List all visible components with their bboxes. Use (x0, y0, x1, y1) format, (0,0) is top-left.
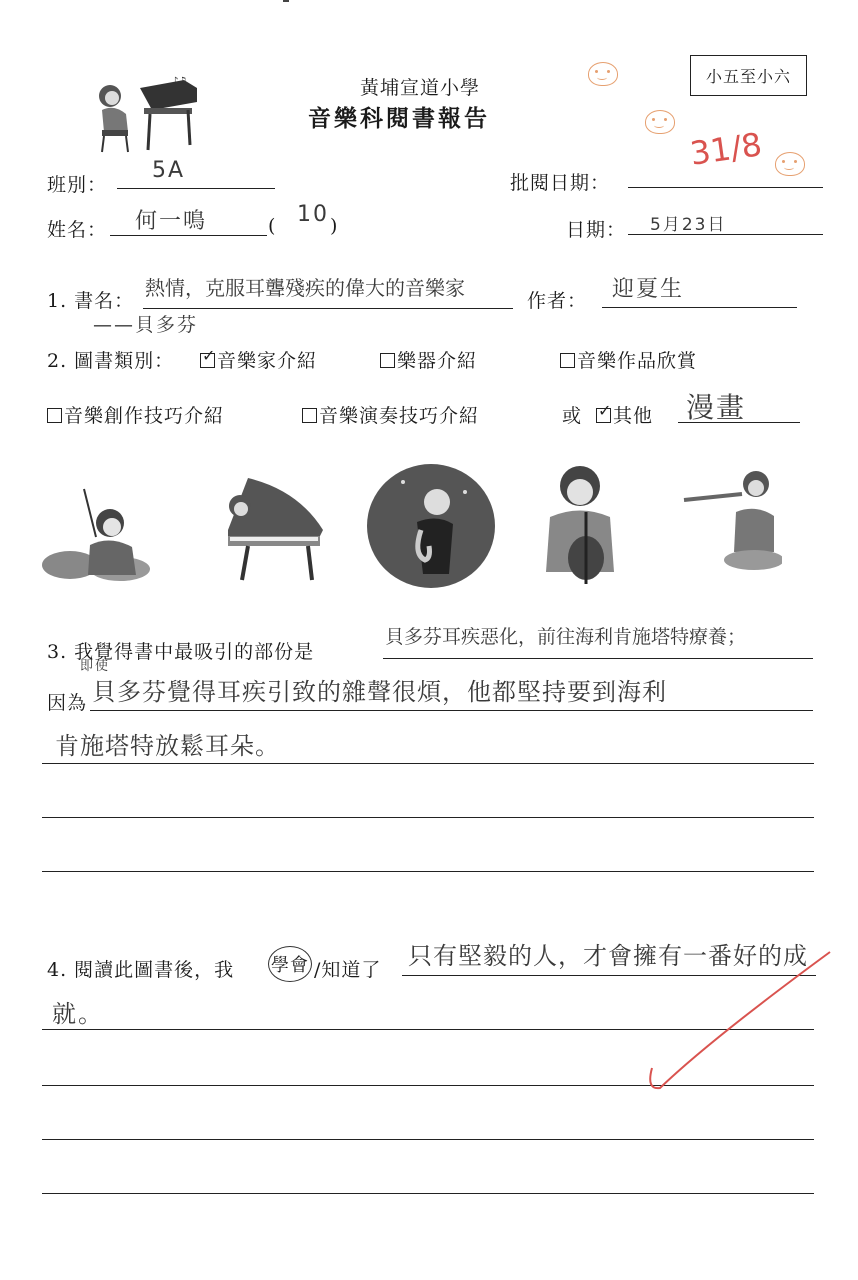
book-title-continued: ——貝多芬 (93, 314, 199, 336)
q4-line-5 (42, 1193, 814, 1194)
smiley-stamp-icon (775, 152, 805, 176)
option-musician-intro[interactable]: ✓ 音樂家介紹 (200, 346, 317, 373)
checkbox-checked-icon[interactable] (200, 353, 215, 368)
circled-option-learned: 學會 (268, 946, 312, 982)
svg-text:♪♫: ♪♫ (172, 76, 188, 87)
saxophonist-illustration (365, 462, 497, 590)
checkbox-checked-icon[interactable] (596, 408, 611, 423)
scan-mark (283, 0, 289, 2)
checkbox-icon[interactable] (302, 408, 317, 423)
class-line (117, 188, 275, 189)
option-performance-skills[interactable]: 音樂演奏技巧介紹 (302, 401, 479, 428)
q3-label: 3. 我覺得書中最吸引的部份是 (47, 641, 315, 663)
q2-label: 2. 圖書類別： (47, 350, 175, 372)
because-label: 因為 (47, 692, 88, 714)
date-value: 5月23日 (650, 215, 727, 235)
checkbox-icon[interactable] (560, 353, 575, 368)
q3-answer-part2: 貝多芬覺得耳疾引致的雜聲很煩，他都堅持要到海利 (92, 678, 667, 706)
flutist-illustration (682, 462, 782, 587)
grade-level-box (690, 55, 807, 96)
checkbox-icon[interactable] (47, 408, 62, 423)
option-composition-skills[interactable]: 音樂創作技巧介紹 (47, 401, 224, 428)
q4-line-4 (42, 1139, 814, 1140)
cellist-illustration (528, 462, 628, 587)
teacher-date-mark: 31/8 (687, 125, 765, 173)
name-line (110, 235, 267, 236)
q3-line-4 (42, 817, 814, 818)
name-label: 姓名： (47, 219, 108, 241)
q3-answer-part3: 肯施塔特放鬆耳朵。 (55, 732, 280, 760)
author-line (602, 307, 797, 308)
option-other[interactable]: ✓ 其他 (596, 401, 653, 428)
report-title: 音樂科閱書報告 (308, 105, 490, 132)
student-name: 何一鳴 (135, 209, 208, 234)
smiley-stamp-icon (588, 62, 618, 86)
class-value: 5A (152, 158, 186, 183)
class-label: 班別： (47, 174, 108, 196)
q3-line-1 (383, 658, 813, 659)
q3-answer-part1: 貝多芬耳疾惡化，前往海利肯施塔特療養； (385, 626, 747, 648)
option-instrument-intro[interactable]: 樂器介紹 (380, 346, 477, 373)
class-number: 10 (297, 202, 329, 227)
pianist-illustration (208, 470, 328, 585)
review-date-line (628, 187, 823, 188)
q4-label-know: /知道了 (314, 959, 382, 981)
conductor-illustration (40, 485, 155, 585)
author-value: 迎夏生 (612, 277, 685, 302)
class-number-open: ( (268, 215, 277, 237)
or-label: 或 (562, 405, 583, 427)
q3-line-5 (42, 871, 814, 872)
checkbox-icon[interactable] (380, 353, 395, 368)
other-value: 漫畫 (686, 391, 747, 424)
q3-line-3 (42, 763, 814, 764)
red-check-mark-icon (640, 940, 840, 1100)
q4-answer-part2: 就。 (52, 1000, 104, 1028)
smiley-stamp-icon (645, 110, 675, 134)
grade-level-text: 小五至小六 (705, 67, 791, 86)
piano-player-illustration (92, 70, 204, 155)
school-name: 黃埔宣道小學 (360, 77, 481, 99)
q4-answer-part1: 只有堅毅的人，才會擁有一番好的成 (408, 942, 808, 970)
class-number-close: ) (330, 215, 339, 237)
q1-title-line (143, 308, 513, 309)
insert-word: 即使 (80, 659, 111, 674)
author-label: 作者： (527, 290, 588, 312)
q3-line-2 (90, 710, 813, 711)
q1-label: 1. 書名： (47, 290, 135, 312)
book-title: 熱情，克服耳聾殘疾的偉大的音樂家 (145, 276, 465, 300)
option-music-appreciation[interactable]: 音樂作品欣賞 (560, 346, 697, 373)
q4-label: 4. 閱讀此圖書後，我 (47, 959, 235, 981)
date-label: 日期： (566, 219, 627, 241)
review-date-label: 批閱日期： (510, 172, 611, 194)
